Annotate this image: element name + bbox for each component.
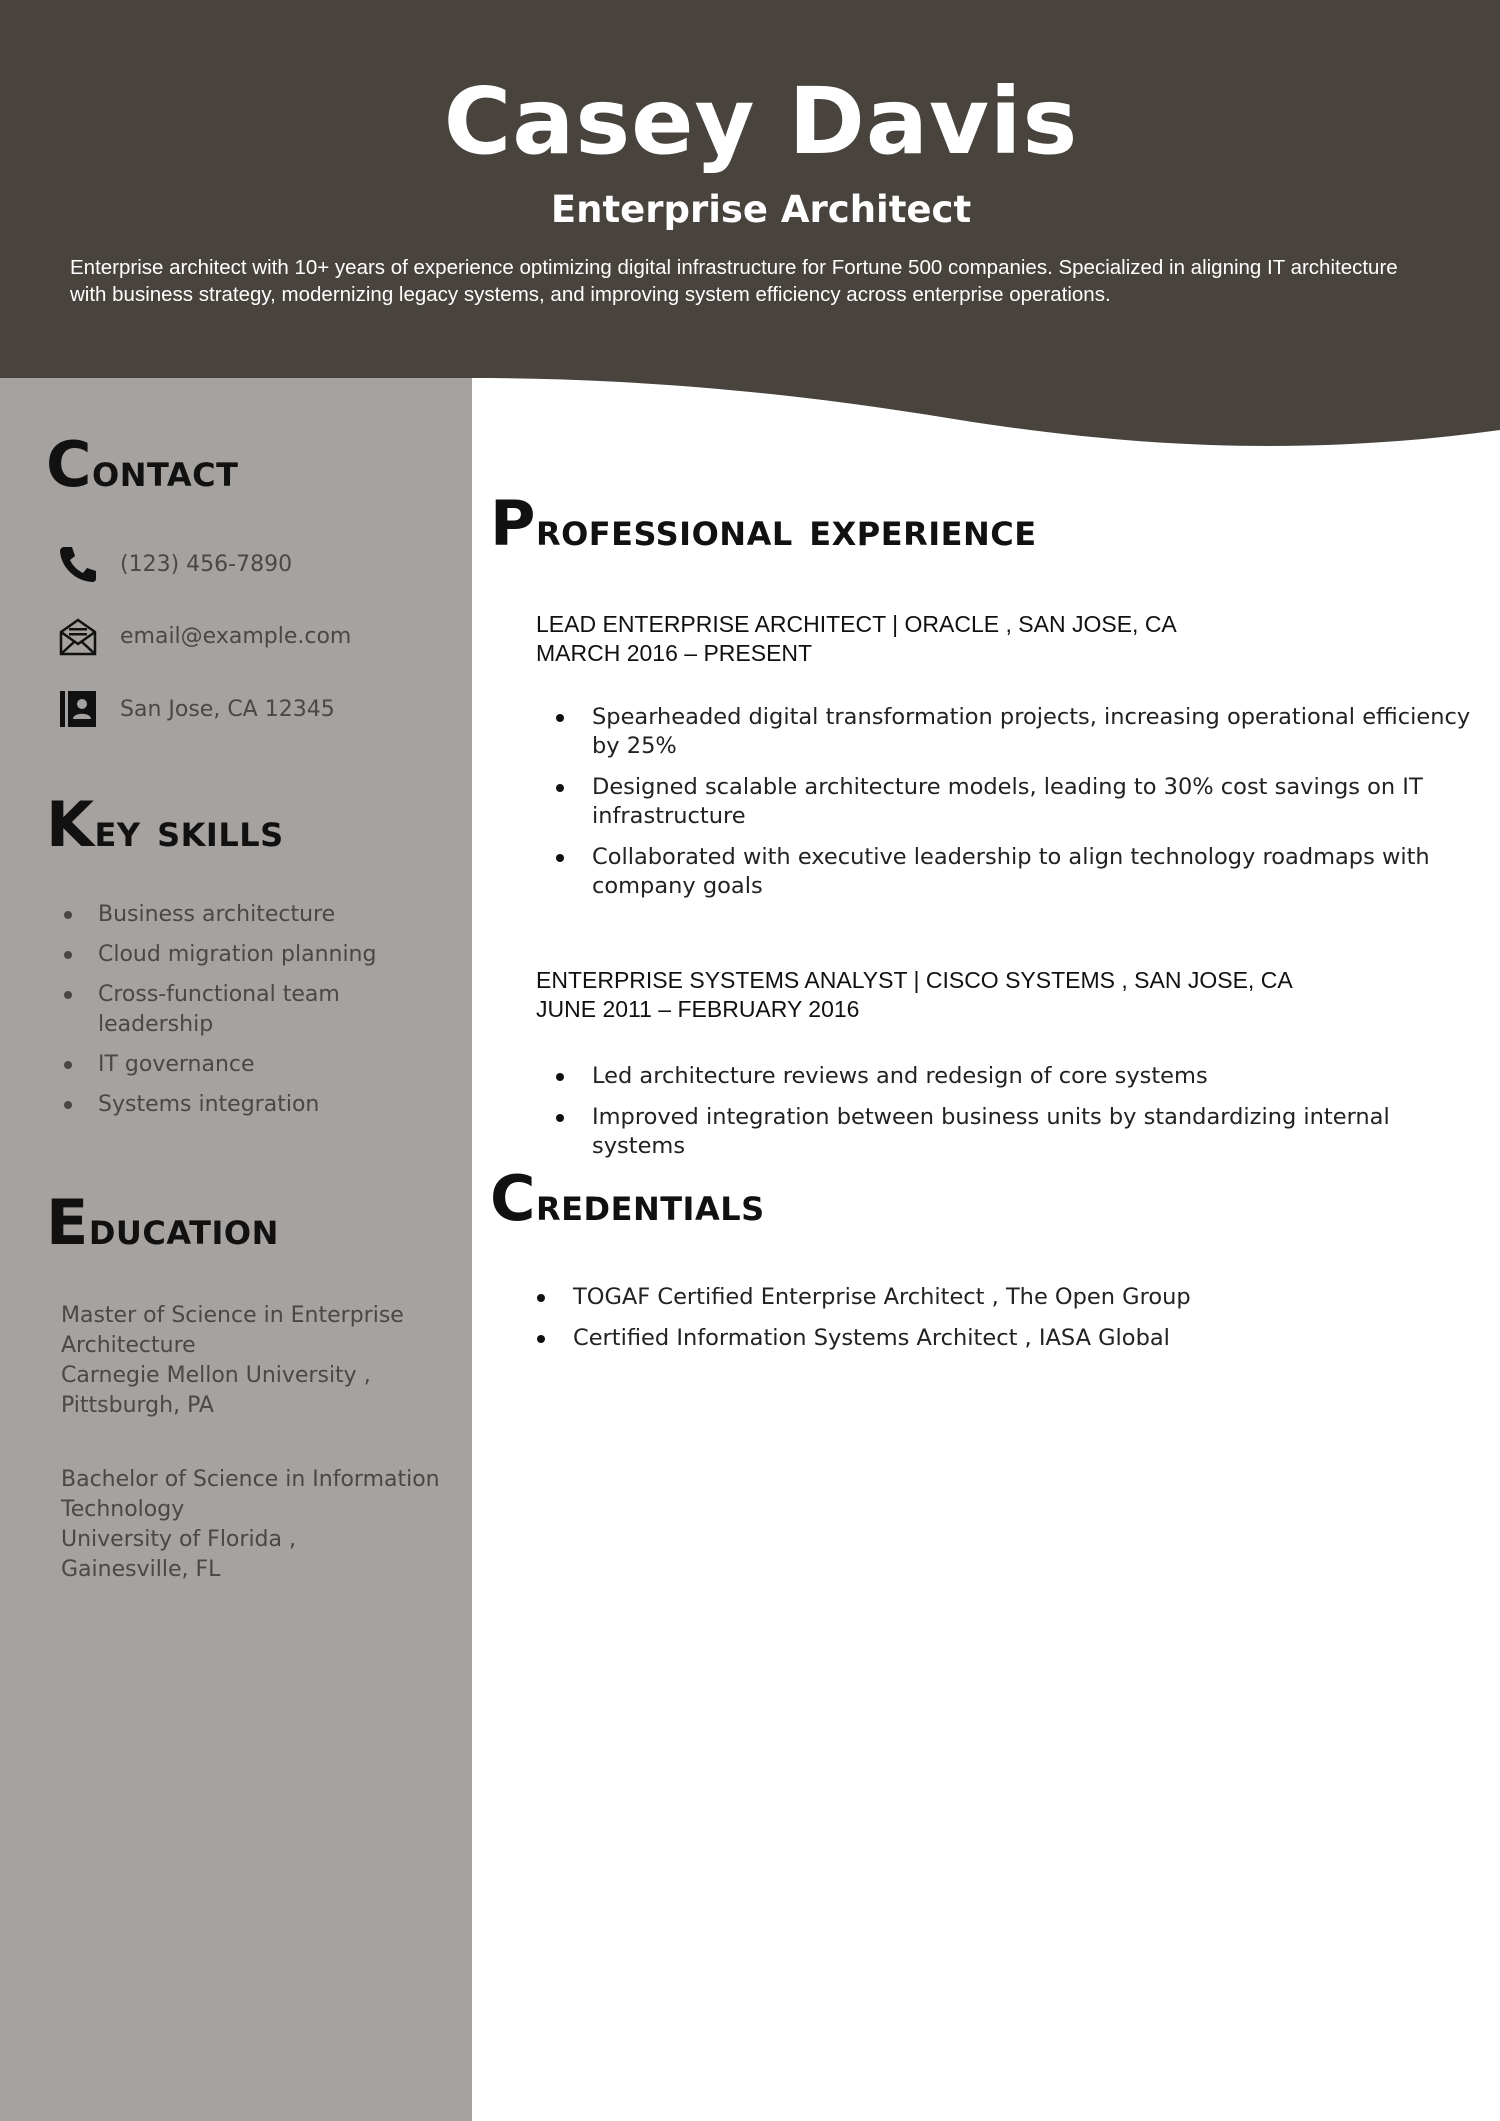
job-bullets: [536, 1062, 1476, 1173]
list-item: Cloud migration planning: [60, 940, 440, 970]
list-item: Collaborated with executive leadership to align technology roadmaps with company goals: [536, 843, 1476, 901]
experience-heading: Professional experience: [490, 487, 1037, 560]
school: University of Florida ,: [61, 1527, 296, 1552]
list-item: Systems integration: [60, 1090, 440, 1120]
job-company: ORACLE , SAN JOSE, CA: [904, 611, 1177, 637]
job-company: CISCO SYSTEMS , SAN JOSE, CA: [925, 967, 1293, 993]
job-header: [536, 966, 1476, 1024]
job-header: [536, 610, 1476, 668]
education-entry: [61, 1301, 441, 1421]
credentials-heading: Credentials: [490, 1162, 765, 1235]
list-item: Cross-functional team leadership: [60, 980, 440, 1040]
job-title: LEAD ENTERPRISE ARCHITECT: [536, 611, 886, 637]
list-item: IT governance: [60, 1050, 440, 1080]
candidate-title: Enterprise Architect: [550, 188, 972, 231]
job-bullets: [536, 703, 1476, 913]
separator: |: [885, 611, 905, 637]
school-location: Pittsburgh, PA: [61, 1393, 214, 1418]
phone-icon: [58, 544, 98, 584]
candidate-name: Casey Davis: [443, 68, 1079, 175]
education-heading: Education: [46, 1186, 279, 1259]
list-item: Designed scalable architecture models, leading to 30% cost savings on IT infrastructure: [536, 773, 1476, 831]
school-location: Gainesville, FL: [61, 1557, 221, 1582]
degree: Bachelor of Science in Information Technology: [61, 1467, 440, 1522]
credentials-list: [535, 1283, 1475, 1365]
job-dates: JUNE 2011 – FEBRUARY 2016: [536, 996, 860, 1022]
education-entry: [61, 1465, 441, 1585]
list-item: TOGAF Certified Enterprise Architect , The Open Group: [535, 1283, 1475, 1312]
list-item: Led architecture reviews and redesign of core systems: [536, 1062, 1476, 1091]
contact-email: email@example.com: [58, 614, 458, 658]
degree: Master of Science in Enterprise Architecture: [61, 1303, 404, 1358]
list-item: Certified Information Systems Architect , IASA Global: [535, 1324, 1475, 1353]
list-item: Business architecture: [60, 900, 440, 930]
contact-phone: (123) 456-7890: [58, 542, 458, 586]
list-item: Improved integration between business units by standardizing internal systems: [536, 1103, 1476, 1161]
skills-heading: Key skills: [46, 788, 284, 861]
contact-heading: Contact: [46, 428, 239, 501]
job-dates: MARCH 2016 – PRESENT: [536, 640, 813, 666]
contact-address: San Jose, CA 12345: [58, 687, 458, 731]
job-title: ENTERPRISE SYSTEMS ANALYST: [536, 967, 908, 993]
envelope-icon: [58, 616, 98, 656]
school: Carnegie Mellon University ,: [61, 1363, 371, 1388]
list-item: Spearheaded digital transformation projects, increasing operational efficiency by 25%: [536, 703, 1476, 761]
skills-list: [60, 900, 440, 1130]
address-book-icon: [58, 689, 98, 729]
separator: |: [907, 967, 926, 993]
profile-summary: Enterprise architect with 10+ years of experience optimizing digital infrastructure for Fortune 500 companies. Specialized in aligning IT architecture with business strategy, modernizing legacy systems, and improving system efficiency across enterprise operations.: [70, 256, 1398, 306]
